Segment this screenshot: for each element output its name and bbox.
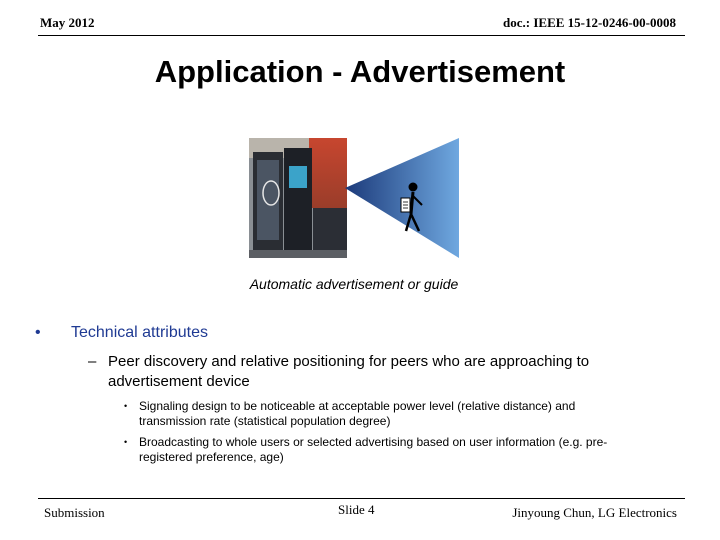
bullet-dot-icon: • bbox=[124, 401, 128, 411]
header-divider bbox=[38, 35, 685, 36]
kiosk-photo bbox=[249, 138, 347, 258]
bullet-broadcasting bbox=[124, 435, 644, 465]
bullet-dot-icon: • bbox=[124, 437, 128, 447]
bullet-level2-text: Peer discovery and relative positioning for peers who are approaching to advertisement device bbox=[108, 353, 590, 390]
footer-author: Jinyoung Chun, LG Electronics bbox=[512, 505, 677, 520]
bullet-level3-text: Signaling design to be noticeable at acceptable power level (relative distance) and transmission rate (statistical population degree) bbox=[139, 399, 576, 428]
bullet-technical-attributes bbox=[35, 324, 208, 342]
header-date: May 2012 bbox=[40, 15, 95, 30]
bullet-dot-icon: • bbox=[35, 324, 41, 341]
footer-divider bbox=[38, 498, 685, 499]
advertisement-figure bbox=[249, 138, 459, 258]
figure-caption: Automatic advertisement or guide bbox=[249, 276, 459, 292]
bullet-level1-text: Technical attributes bbox=[71, 324, 208, 341]
footer-submission: Submission bbox=[44, 505, 105, 520]
footer-slide-number: Slide 4 bbox=[338, 502, 375, 517]
bullet-level3-text: Broadcasting to whole users or selected advertising based on user information (e.g. pre-registered preference, age) bbox=[139, 435, 608, 464]
bullet-signaling-design bbox=[124, 399, 644, 429]
header-doc-id: doc.: IEEE 15-12-0246-00-0008 bbox=[503, 15, 676, 30]
bullet-peer-discovery bbox=[88, 352, 658, 392]
slide-title: Application - Advertisement bbox=[154, 54, 566, 89]
dash-icon: – bbox=[88, 353, 97, 370]
